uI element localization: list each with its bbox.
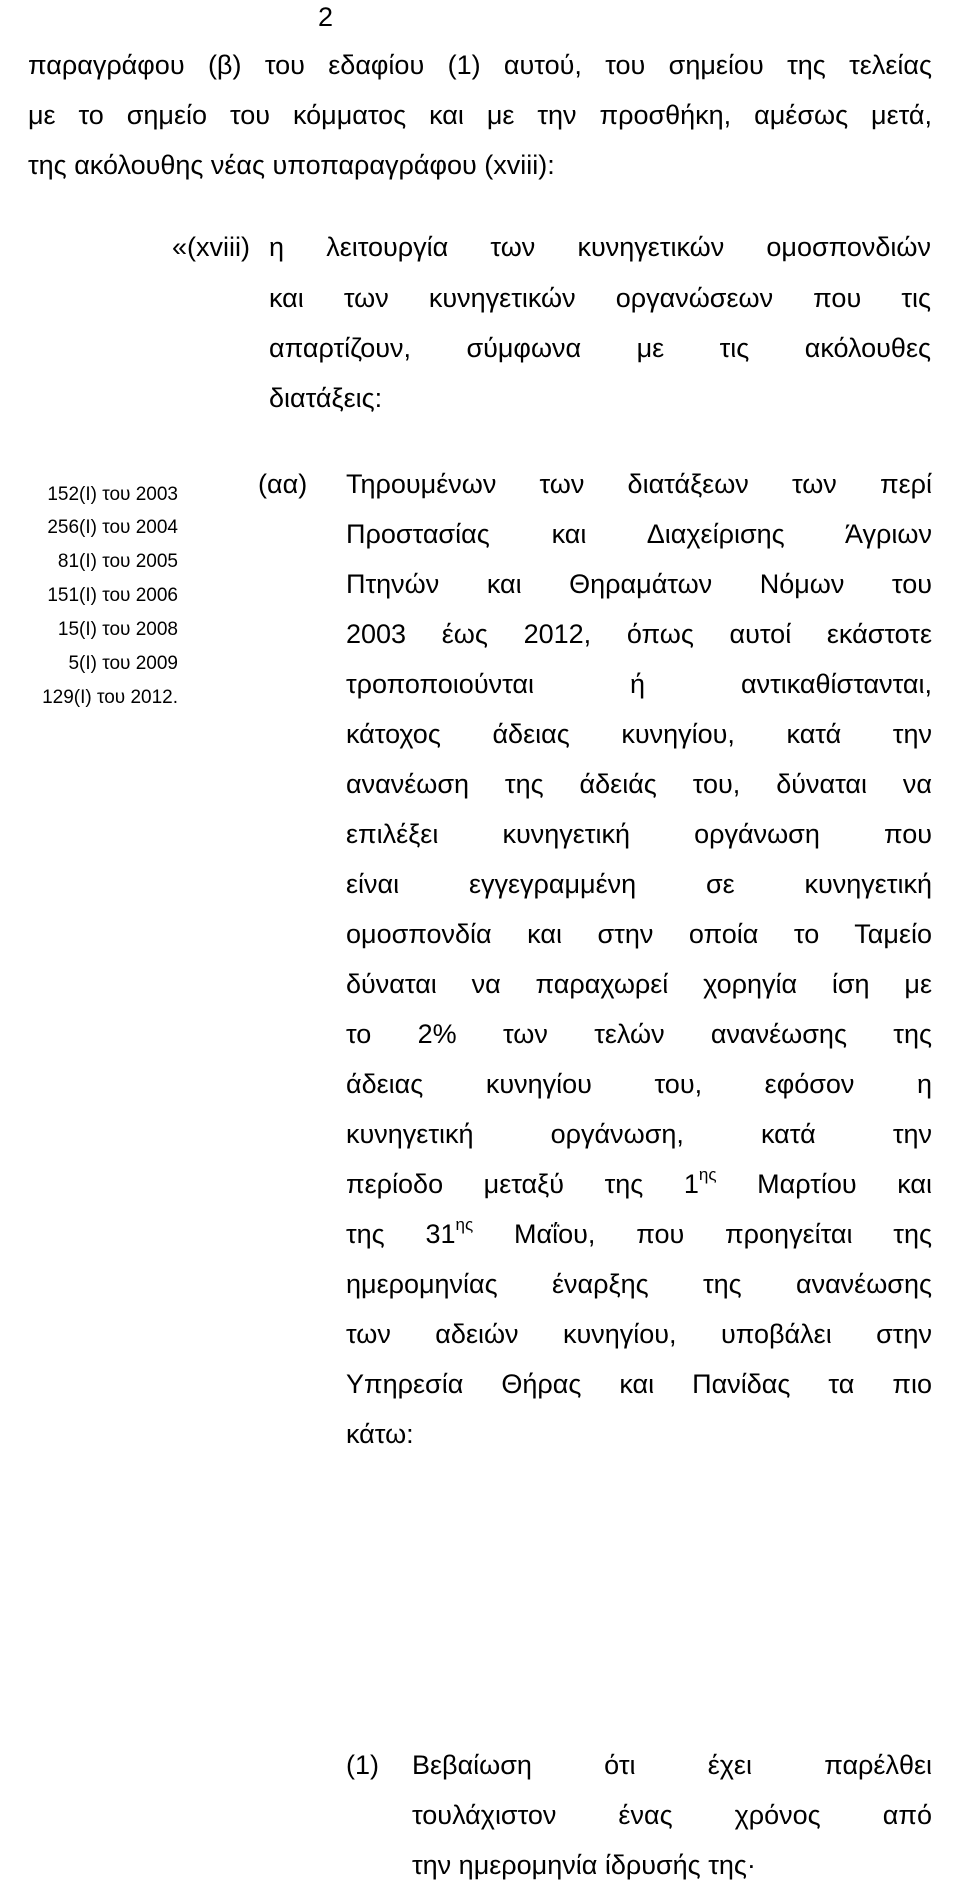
item-label-1: (1)	[346, 1750, 379, 1780]
aa-line: Τηρουμένων των διατάξεων των περί	[346, 469, 932, 499]
ordinal-suffix: ης	[698, 1165, 717, 1184]
subparagraph-label-xviii: «(xviii)	[172, 232, 250, 262]
xviii-line: απαρτίζουν, σύμφωνα με τις ακόλουθες	[269, 333, 931, 363]
text-segment: Μαΐου, που προηγείται της	[473, 1219, 932, 1249]
aa-line: δύναται να παραχωρεί χορηγία ίση με	[346, 969, 932, 999]
aa-line: το 2% των τελών ανανέωσης της	[346, 1019, 932, 1049]
xviii-line: και των κυνηγετικών οργανώσεων που τις	[269, 283, 931, 313]
margin-note: 129(Ι) του 2012.	[42, 687, 178, 708]
xviii-line: η λειτουργία των κυνηγετικών ομοσπονδιών	[269, 232, 931, 262]
xviii-line: διατάξεις:	[269, 383, 383, 413]
aa-line: Προστασίας και Διαχείρισης Άγριων	[346, 519, 932, 549]
aa-line: κάτω:	[346, 1419, 414, 1449]
aa-line: ομοσπονδία και στην οποία το Ταμείο	[346, 919, 932, 949]
aa-line: των αδειών κυνηγίου, υποβάλει στην	[346, 1319, 932, 1349]
aa-line: 2003 έως 2012, όπως αυτοί εκάστοτε	[346, 619, 932, 649]
intro-line: με το σημείο του κόμματος και με την προσθήκη, αμέσως μετά,	[28, 100, 932, 130]
item-1-line: Βεβαίωση ότι έχει παρέλθει	[412, 1750, 932, 1780]
aa-line: κάτοχος άδειας κυνηγίου, κατά την	[346, 719, 932, 749]
text-segment: περίοδο μεταξύ της 1	[346, 1169, 699, 1199]
item-1-line: τουλάχιστον ένας χρόνος από	[412, 1800, 932, 1830]
page-number: 2	[318, 2, 334, 32]
aa-line: τροποποιούνται ή αντικαθίστανται,	[346, 669, 932, 699]
aa-line-may	[346, 1217, 932, 1251]
aa-line: ημερομηνίας έναρξης της ανανέωσης	[346, 1269, 932, 1299]
aa-line: επιλέξει κυνηγετική οργάνωση που	[346, 819, 932, 849]
aa-line: άδειας κυνηγίου του, εφόσον η	[346, 1069, 932, 1099]
intro-line: παραγράφου (β) του εδαφίου (1) αυτού, του σημείου της τελείας	[28, 50, 932, 80]
margin-note: 81(Ι) του 2005	[57, 551, 178, 572]
clause-label-aa: (αα)	[258, 469, 308, 499]
aa-line-march	[346, 1167, 932, 1201]
text-segment: της 31	[346, 1219, 456, 1249]
margin-note: 5(Ι) του 2009	[68, 653, 178, 674]
margin-note: 256(Ι) του 2004	[47, 517, 178, 538]
margin-note: 152(Ι) του 2003	[47, 484, 178, 505]
aa-line: είναι εγγεγραμμένη σε κυνηγετική	[346, 869, 932, 899]
ordinal-suffix: ης	[455, 1215, 474, 1234]
margin-note: 15(Ι) του 2008	[57, 619, 178, 640]
aa-line: ανανέωση της άδειάς του, δύναται να	[346, 769, 932, 799]
aa-line: Πτηνών και Θηραμάτων Νόμων του	[346, 569, 932, 599]
margin-note: 151(Ι) του 2006	[47, 585, 178, 606]
aa-line: Υπηρεσία Θήρας και Πανίδας τα πιο	[346, 1369, 932, 1399]
intro-line: της ακόλουθης νέας υποπαραγράφου (xviii):	[28, 150, 555, 180]
item-1-line: την ημερομηνία ίδρυσής της·	[412, 1850, 756, 1880]
aa-line: κυνηγετική οργάνωση, κατά την	[346, 1119, 932, 1149]
text-segment: Μαρτίου και	[716, 1169, 932, 1199]
